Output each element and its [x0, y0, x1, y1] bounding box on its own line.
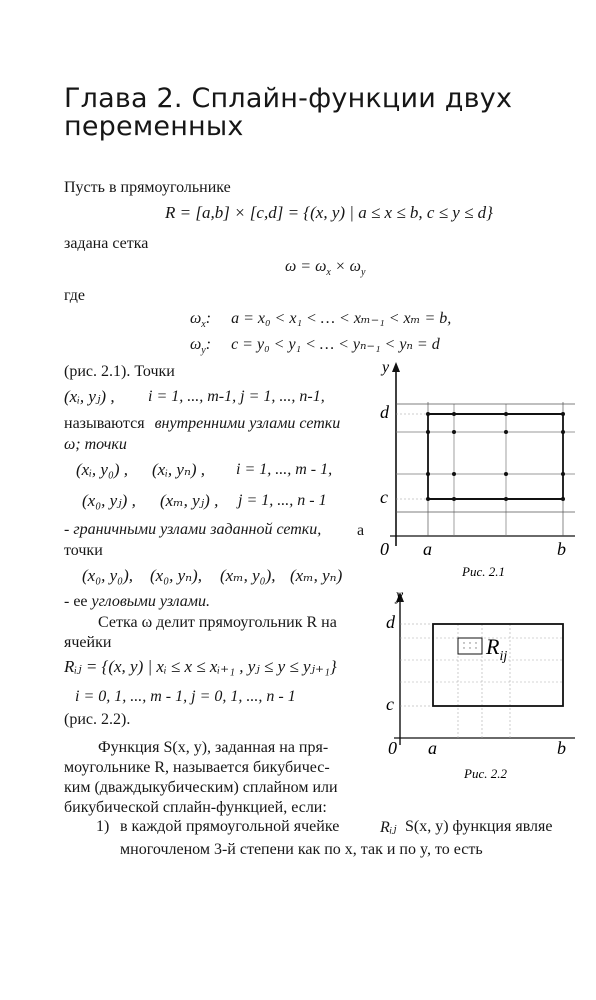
cells-text-2: ячейки [64, 634, 112, 651]
fig2-label-d: d [386, 612, 395, 632]
fig1-label-a: a [423, 539, 432, 559]
fig2-label-b: b [557, 738, 566, 758]
definition-line-3: ким (дваждыкубическим) сплайном или [64, 779, 338, 796]
named-text: называются внутренними узлами сетки [64, 415, 341, 432]
corner-point-b: (x₀, yₙ), [150, 566, 202, 585]
fig2-label-c: c [386, 694, 394, 714]
omega-x-definition: $\omega_x$: a = x₀ < x₁ < … < xₘ₋₁ < xₘ = b, [190, 310, 452, 331]
fig2-cell-rij [458, 638, 482, 654]
cell-indices: i = 0, 1, ..., m - 1, j = 0, 1, ..., n - 1 [75, 688, 296, 705]
fig-ref-1: (рис. 2.1). Точки [64, 363, 175, 380]
item-number: 1) [96, 818, 110, 835]
corner-nodes-text: - ее угловыми узлами. [64, 593, 210, 610]
intro-text: Пусть в прямоугольнике [64, 179, 231, 196]
item-text-1: в каждой прямоугольной ячейке [120, 818, 340, 835]
corner-point-d: (xₘ, yₙ) [290, 566, 343, 585]
fig2-cell-label: $R_{ij}$ [486, 634, 508, 664]
fig1-grid [396, 404, 575, 536]
boundary-indices-j: j = 1, ..., n - 1 [238, 492, 327, 509]
fig1-label-d: d [380, 402, 389, 422]
cells-text-1: Сетка ω делит прямоугольник R на [98, 614, 337, 631]
omega-y-definition: $\omega_y$: c = y₀ < y₁ < … < yₙ₋₁ < yₙ = d [190, 336, 440, 357]
figure-2-2 [370, 587, 580, 785]
item-cell-symbol: Rᵢⱼ [380, 819, 397, 836]
definition-line-4: бикубической сплайн-функцией, если: [64, 799, 327, 816]
item-text-2: S(x, y) функция являе [405, 818, 553, 835]
fig1-rectangle-r [428, 414, 563, 499]
fig1-caption: Рис. 2.1 [462, 564, 505, 579]
chapter-title-line1: Глава 2. Сплайн-функции двух [64, 83, 513, 114]
definition-line-1: Функция S(x, y), заданная на пря- [98, 739, 329, 756]
boundary-indices-i: i = 1, ..., m - 1, [236, 461, 333, 478]
boundary-point-c: (x₀, yⱼ) , [82, 491, 136, 510]
fig1-label-y: y [382, 359, 390, 376]
corner-point-c: (xₘ, y₀), [220, 566, 276, 585]
inner-point-indices: i = 1, ..., m-1, j = 1, ..., n-1, [148, 388, 325, 405]
figure-2-1 [370, 360, 580, 580]
where-text: где [64, 287, 86, 304]
boundary-point-b: (xᵢ, yₙ) , [152, 460, 205, 479]
fig2-label-a: a [428, 738, 437, 758]
boundary-point-d: (xₘ, yⱼ) , [160, 491, 219, 510]
fig2-cell-dots [463, 642, 476, 648]
fig1-label-0: 0 [380, 539, 389, 559]
fig2-caption: Рис. 2.2 [464, 766, 507, 781]
fig2-label-0: 0 [388, 738, 397, 758]
inner-point: (xᵢ, yⱼ) , [64, 387, 115, 406]
fig1-y-arrow [392, 362, 400, 372]
item-text-3: многочленом 3-й степени как по x, так и по y, то есть [120, 841, 483, 858]
omega-equation: $\omega = \omega_x \times \omega_y$ [285, 258, 366, 279]
rectangle-equation: R = [a,b] × [c,d] = {(x, y) | a ≤ x ≤ b, c ≤ y ≤ d} [165, 203, 493, 222]
boundary-nodes-text: - граничными узлами заданной сетки, [64, 521, 322, 538]
omega-points-text: ω; точки [64, 436, 127, 453]
cell-definition: Rᵢⱼ = {(x, y) | xᵢ ≤ x ≤ xᵢ₊₁ , yⱼ ≤ y ≤ yⱼ₊₁} [64, 657, 337, 676]
boundary-a-word: а [357, 522, 365, 539]
chapter-title-line2: переменных [64, 111, 244, 142]
definition-line-2: моугольнике R, называется бикубичес- [64, 759, 330, 776]
boundary-point-a: (xᵢ, y₀) , [76, 460, 129, 479]
grid-given-text: задана сетка [64, 235, 149, 252]
fig-ref-2: (рис. 2.2). [64, 711, 131, 728]
fig2-label-y: y [396, 587, 404, 604]
fig1-label-b: b [557, 539, 566, 559]
fig1-label-c: c [380, 487, 388, 507]
points-text: точки [64, 542, 103, 559]
fig1-nodes [426, 412, 565, 501]
corner-point-a: (x₀, y₀), [82, 566, 133, 585]
